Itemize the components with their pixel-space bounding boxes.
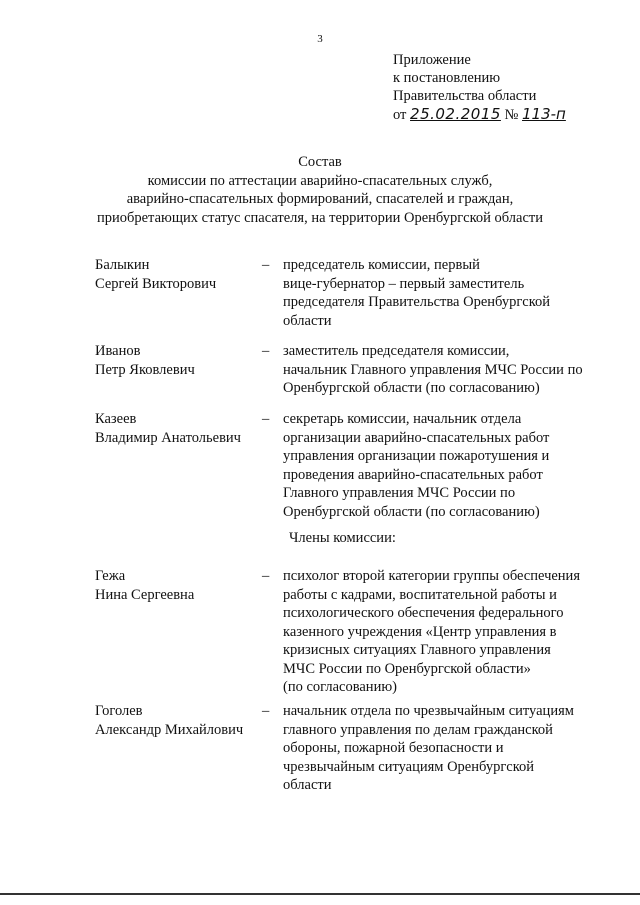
document-title (0, 153, 640, 227)
member-surname: Иванов (95, 343, 141, 359)
member-given-name: Петр Яковлевич (95, 361, 195, 378)
position-line: области (283, 777, 332, 793)
position-line: Оренбургской области (по согласованию) (283, 380, 540, 396)
member-position (283, 567, 603, 697)
member-surname: Балыкин (95, 257, 150, 273)
member-surname: Казеев (95, 411, 137, 427)
position-line: главного управления по делам гражданской (283, 721, 553, 738)
position-line: Главного управления МЧС России по (283, 485, 516, 501)
member-surname: Гежа (95, 568, 126, 584)
member-name (95, 342, 260, 379)
title-line-3: аварийно-спасательных формирований, спасателей и граждан, (126, 191, 514, 207)
title-line-2: комиссии по аттестации аварийно-спасательных служб, (147, 172, 493, 189)
position-line: заместитель председателя комиссии, (283, 343, 510, 359)
position-line: психолог второй категории группы обеспечения (283, 568, 580, 584)
member-position (283, 702, 603, 795)
position-line: МЧС России по Оренбургской области» (283, 660, 531, 677)
position-line: председателя Правительства Оренбургской (283, 294, 551, 310)
member-name (95, 567, 260, 604)
members-heading: Члены комиссии: (289, 530, 396, 546)
position-line: кризисных ситуациях Главного управления (283, 642, 551, 658)
appendix-block (393, 51, 566, 124)
position-line: работы с кадрами, воспитательной работы и (283, 586, 557, 603)
appendix-date-line (393, 105, 566, 124)
date-prefix: от (393, 107, 407, 123)
position-line: психологического обеспечения федерального (283, 605, 564, 621)
appendix-line-3: Правительства области (393, 88, 537, 104)
handwritten-number: 113-п (522, 105, 566, 123)
appendix-line-1: Приложение (393, 52, 471, 68)
member-name (95, 256, 260, 293)
position-line: организации аварийно-спасательных работ (283, 429, 550, 446)
appendix-line-2: к постановлению (393, 70, 501, 86)
member-position (283, 410, 603, 521)
dash-separator: – (262, 343, 270, 359)
position-line: (по согласованию) (283, 679, 397, 695)
member-given-name: Сергей Викторович (95, 275, 217, 292)
dash-separator: – (262, 257, 270, 273)
member-name (95, 702, 260, 739)
bottom-divider (0, 893, 640, 895)
dash-separator: – (262, 411, 270, 427)
position-line: управления организации пожаротушения и (283, 448, 550, 464)
position-line: казенного учреждения «Центр управления в (283, 623, 557, 640)
position-line: проведения аварийно-спасательных работ (283, 466, 543, 483)
member-given-name: Владимир Анатольевич (95, 429, 241, 446)
member-name (95, 410, 260, 447)
position-line: председатель комиссии, первый (283, 257, 480, 273)
number-prefix: № (504, 107, 519, 123)
member-given-name: Александр Михайлович (95, 721, 244, 738)
position-line: чрезвычайным ситуациям Оренбургской (283, 758, 535, 775)
member-given-name: Нина Сергеевна (95, 586, 195, 603)
position-line: вице-губернатор – первый заместитель (283, 275, 525, 292)
dash-separator: – (262, 568, 270, 584)
position-line: обороны, пожарной безопасности и (283, 740, 504, 756)
member-position (283, 256, 603, 330)
position-line: Оренбургской области (по согласованию) (283, 503, 540, 520)
page-number: 3 (317, 33, 323, 45)
title-line-4: приобретающих статус спасателя, на территории Оренбургской области (96, 209, 544, 226)
member-surname: Гоголев (95, 703, 143, 719)
title-line-1: Состав (298, 154, 342, 170)
handwritten-date: 25.02.2015 (410, 105, 501, 123)
dash-separator: – (262, 703, 270, 719)
position-line: начальник Главного управления МЧС России по (283, 361, 583, 378)
position-line: области (283, 312, 332, 329)
member-position (283, 342, 603, 398)
position-line: начальник отдела по чрезвычайным ситуациям (283, 703, 574, 719)
position-line: секретарь комиссии, начальник отдела (283, 411, 522, 427)
